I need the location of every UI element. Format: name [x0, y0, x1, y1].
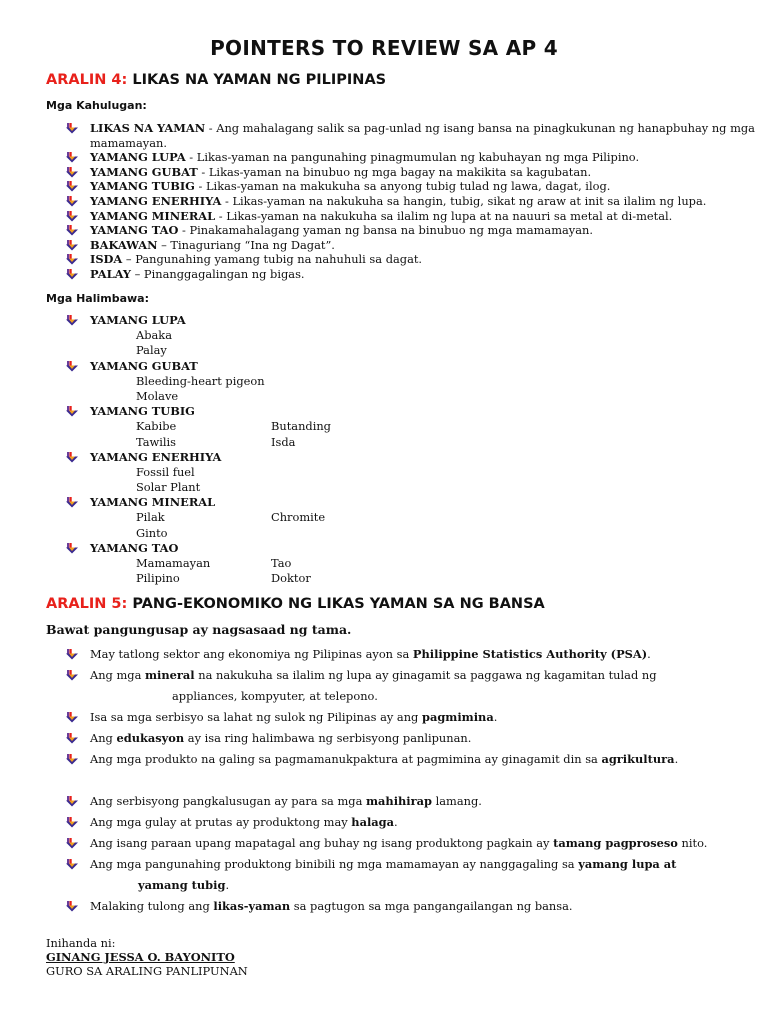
definition-text: – Pangunahing yamang tubig na nahuhuli sa dagat. [122, 252, 423, 267]
author-name: GINANG JESSA O. BAYONITO [46, 950, 235, 964]
example-value: Doktor [271, 571, 311, 586]
definition-term: YAMANG TUBIG [90, 179, 195, 194]
arrow-down-bullet-icon [66, 817, 78, 828]
statement-item [66, 833, 746, 854]
definitions-list [66, 121, 756, 282]
definition-term: YAMANG GUBAT [90, 164, 198, 179]
definition-term: LIKAS NA YAMAN [90, 121, 206, 135]
statement-item [66, 644, 746, 665]
arrow-down-bullet-icon [66, 406, 78, 417]
example-row [66, 571, 566, 586]
definitions-heading: Mga Kahulugan: [46, 99, 147, 112]
arrow-down-bullet-icon [66, 901, 78, 912]
example-value: Mamamayan [136, 556, 211, 570]
example-value: Pilipino [136, 571, 180, 586]
statement-continuation [66, 875, 746, 896]
definition-term: PALAY [90, 266, 131, 281]
example-row [66, 343, 566, 358]
definition-term: YAMANG ENERHIYA [90, 193, 222, 208]
arrow-down-bullet-icon [66, 452, 78, 463]
author-role: GURO SA ARALING PANLIPUNAN [46, 964, 248, 978]
example-row [66, 328, 566, 343]
examples-heading: Mga Halimbawa: [46, 292, 149, 305]
prepared-by-label: Inihanda ni: [46, 936, 116, 950]
example-heading: YAMANG TAO [90, 540, 179, 555]
example-value: Butanding [271, 419, 331, 434]
example-value: Tawilis [136, 434, 177, 449]
statement-item [66, 707, 746, 728]
example-row [66, 510, 566, 525]
definition-text: - Pinakamahalagang yaman ng bansa na binubuo ng mga mamamayan. [178, 223, 593, 238]
statement-item [66, 791, 746, 812]
example-group-heading [66, 359, 566, 374]
aralin5-label: ARALIN 5: [46, 596, 128, 612]
statement-text: Ang mga pangunahing produktong binibili ng mga mamamayan ay nanggagaling sa [90, 857, 579, 871]
statement-item [66, 896, 746, 917]
definition-text: - Likas-yaman na makukuha sa anyong tubig tulad ng lawa, dagat, ilog. [194, 179, 611, 194]
statement-keyword: tamang pagproseso [553, 836, 678, 850]
arrow-down-bullet-icon [66, 225, 78, 236]
example-value: Chromite [271, 510, 326, 525]
aralin4-heading [46, 72, 386, 88]
example-heading: YAMANG TUBIG [90, 404, 195, 419]
statement-item [66, 665, 746, 686]
statement-keyword: Philippine Statistics Authority (PSA) [412, 647, 648, 661]
arrow-down-bullet-icon [66, 543, 78, 554]
example-heading: YAMANG MINERAL [90, 495, 216, 510]
arrow-down-bullet-icon [66, 754, 78, 765]
arrow-down-bullet-icon [66, 670, 78, 681]
statement-text: lamang. [431, 794, 482, 808]
statement-item [66, 812, 746, 833]
arrow-down-bullet-icon [66, 361, 78, 372]
definition-text: - Likas-yaman na nakukuha sa hangin, tubig, sikat ng araw at init sa ilalim ng lupa. [221, 193, 707, 208]
statement-text: Ang serbisyong pangkalusugan ay para sa mga [90, 794, 366, 808]
arrow-down-bullet-icon [66, 497, 78, 508]
arrow-down-bullet-icon [66, 796, 78, 807]
example-value: Isda [271, 434, 296, 449]
statement-text: Ang mga gulay at prutas ay produktong may [90, 815, 352, 829]
aralin5-heading [46, 596, 545, 612]
arrow-down-bullet-icon [66, 254, 78, 265]
statement-item [66, 749, 746, 770]
definition-text: – Pinanggagalingan ng bigas. [130, 266, 305, 281]
definition-item [66, 194, 756, 209]
statement-text: . [647, 647, 651, 661]
example-row [66, 374, 566, 389]
definition-text: - Ang mahalagang salik sa pag-unlad ng isang bansa na pinagkukunan ng hanapbuhay ng mga mamamayan. [90, 121, 755, 150]
example-heading: YAMANG LUPA [90, 313, 186, 327]
example-value: Kabibe [136, 419, 177, 434]
example-row [66, 480, 566, 495]
aralin4-label: ARALIN 4: [46, 72, 128, 88]
statement-text: May tatlong sektor ang ekonomiya ng Pilipinas ayon sa [90, 647, 413, 661]
definition-item [66, 121, 756, 150]
arrow-down-bullet-icon [66, 196, 78, 207]
arrow-down-bullet-icon [66, 649, 78, 660]
definition-item [66, 252, 756, 267]
statement-text: appliances, kompyuter, at telepono. [172, 689, 378, 703]
definition-term: ISDA [90, 252, 123, 267]
definition-text: - Likas-yaman na nakukuha sa ilalim ng lupa at na nauuri sa metal at di-metal. [215, 208, 673, 223]
statement-keyword: pagmimina [421, 710, 494, 724]
arrow-down-bullet-icon [66, 733, 78, 744]
example-row [66, 419, 566, 434]
statement-keyword: mahihirap [365, 794, 432, 808]
arrow-down-bullet-icon [66, 838, 78, 849]
footer [46, 936, 248, 978]
definition-text: – Tinaguriang “Ina ng Dagat”. [157, 237, 335, 252]
definition-term: YAMANG LUPA [90, 150, 186, 165]
definition-item [66, 150, 756, 165]
statement-text: Ang mga [90, 668, 145, 682]
example-value: Fossil fuel [136, 464, 195, 479]
definition-term: YAMANG TAO [90, 223, 179, 238]
statement-continuation [66, 686, 746, 707]
statement-keyword: mineral [144, 668, 195, 682]
statements-list [66, 644, 746, 917]
statement-item [66, 728, 746, 749]
definition-term: YAMANG MINERAL [90, 208, 216, 223]
statement-keyword: halaga [351, 815, 395, 829]
arrow-down-bullet-icon [66, 859, 78, 870]
arrow-down-bullet-icon [66, 315, 78, 326]
example-group-heading [66, 495, 566, 510]
statement-item [66, 854, 746, 875]
example-value: Molave [136, 388, 179, 403]
definition-item [66, 267, 756, 282]
example-value: Ginto [136, 525, 168, 540]
definition-item [66, 165, 756, 180]
example-row [66, 435, 566, 450]
statement-text: Ang isang paraan upang mapatagal ang buhay ng isang produktong pagkain ay [90, 836, 554, 850]
example-value: Tao [271, 556, 292, 570]
statement-text: Ang [90, 731, 117, 745]
example-heading: YAMANG GUBAT [90, 358, 198, 373]
arrow-down-bullet-icon [66, 123, 78, 134]
example-group-heading [66, 541, 566, 556]
definition-text: - Likas-yaman na binubuo ng mga bagay na makikita sa kagubatan. [197, 164, 592, 179]
example-value: Palay [136, 343, 167, 358]
arrow-down-bullet-icon [66, 152, 78, 163]
statement-text: . [493, 710, 498, 724]
page-title: POINTERS TO REVIEW SA AP 4 [210, 36, 558, 60]
arrow-down-bullet-icon [66, 167, 78, 178]
example-group-heading [66, 313, 566, 328]
arrow-down-bullet-icon [66, 181, 78, 192]
example-value: Pilak [136, 510, 165, 525]
example-row [66, 526, 566, 541]
definition-term: BAKAWAN [90, 237, 158, 252]
aralin5-instruction: Bawat pangungusap ay nagsasaad ng tama. [46, 622, 352, 637]
arrow-down-bullet-icon [66, 269, 78, 280]
example-row [66, 389, 566, 404]
statement-keyword: edukasyon [116, 731, 185, 745]
statement-text: na nakukuha sa ilalim ng lupa ay ginagamit sa paggawa ng kagamitan tulad ng [194, 668, 657, 682]
statement-text: ay isa ring halimbawa ng serbisyong panlipunan. [184, 731, 472, 745]
example-row [66, 465, 566, 480]
example-group-heading [66, 404, 566, 419]
statement-text: . [394, 815, 398, 829]
statement-text: nito. [677, 836, 708, 850]
statement-text: Isa sa mga serbisyo sa lahat ng sulok ng Pilipinas ay ang [90, 710, 422, 724]
definition-item [66, 238, 756, 253]
example-group-heading [66, 450, 566, 465]
aralin4-title: LIKAS NA YAMAN NG PILIPINAS [132, 72, 387, 88]
statement-text: Ang mga produkto na galing sa pagmamanukpaktura at pagmimina ay ginagamit din sa [90, 752, 602, 766]
example-row [66, 556, 566, 571]
arrow-down-bullet-icon [66, 712, 78, 723]
definition-item [66, 223, 756, 238]
statement-keyword: yamang tubig [138, 878, 226, 892]
examples-list [66, 313, 566, 586]
statement-text: sa pagtugon sa mga pangangailangan ng bansa. [290, 899, 573, 913]
example-value: Bleeding-heart pigeon [136, 373, 265, 388]
statement-keyword: yamang lupa at [578, 857, 677, 871]
example-value: Abaka [136, 328, 173, 343]
example-value: Solar Plant [136, 480, 201, 495]
statement-keyword: agrikultura [601, 752, 675, 766]
statement-text: Malaking tulong ang [90, 899, 214, 913]
example-heading: YAMANG ENERHIYA [90, 449, 222, 464]
statement-text: . [225, 878, 230, 892]
definition-text: - Likas-yaman na pangunahing pinagmumulan ng kabuhayan ng mga Pilipino. [185, 150, 640, 165]
arrow-down-bullet-icon [66, 211, 78, 222]
definition-item [66, 209, 756, 224]
statement-text: . [674, 752, 679, 766]
arrow-down-bullet-icon [66, 240, 78, 251]
aralin5-title: PANG-EKONOMIKO NG LIKAS YAMAN SA NG BANSA [132, 596, 545, 612]
definition-item [66, 179, 756, 194]
statement-keyword: likas-yaman [213, 899, 291, 913]
